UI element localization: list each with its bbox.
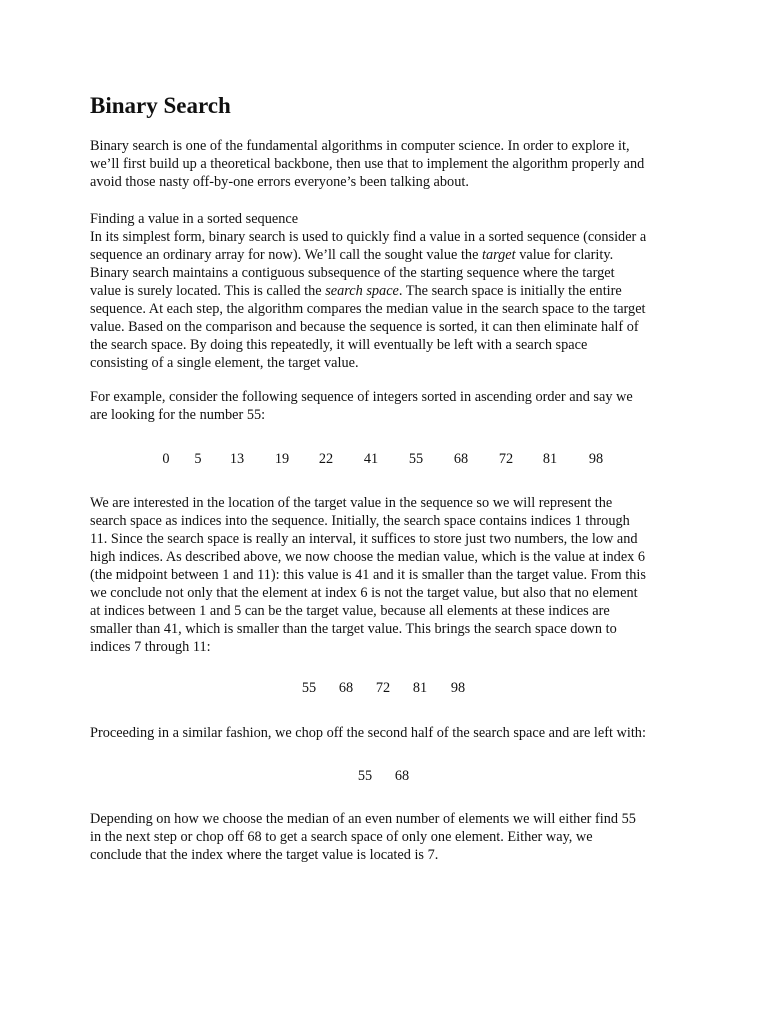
explanation-line: (the midpoint between 1 and 11): this value is 41 and it is smaller than the target value. From this (90, 567, 646, 583)
section-line: In its simplest form, binary search is used to quickly find a value in a sorted sequence (consider a (90, 229, 647, 245)
sequence-value: 22 (318, 451, 334, 467)
sequence-full (0, 450, 768, 468)
intro-paragraph (90, 137, 690, 191)
conclusion-line: Depending on how we choose the median of an even number of elements we will either find 55 (90, 811, 636, 827)
section-line: value. Based on the comparison and because the sequence is sorted, it can then eliminate half of (90, 319, 639, 335)
explanation-line: indices 7 through 11: (90, 639, 211, 655)
section-text: value is surely located. This is called the (90, 283, 326, 299)
target-term: target (482, 247, 516, 263)
explanation-line: at indices between 1 and 5 can be the target value, because all elements at these indices are (90, 603, 610, 619)
intro-line: avoid those nasty off-by-one errors everyone’s been talking about. (90, 174, 469, 190)
section-line: consisting of a single element, the target value. (90, 355, 359, 371)
intro-line: Binary search is one of the fundamental algorithms in computer science. In order to explore it, (90, 138, 630, 154)
example-paragraph (90, 388, 690, 424)
search-space-term: search space (325, 283, 399, 299)
conclusion-paragraph (90, 810, 690, 864)
sequence-value: 13 (229, 451, 245, 467)
sequence-second (0, 679, 768, 697)
section-text: value for clarity. (515, 247, 614, 263)
sequence-value: 81 (412, 680, 428, 696)
sequence-value: 19 (274, 451, 290, 467)
section-text: . The search space is initially the entire (398, 283, 622, 299)
proceeding-paragraph (90, 724, 690, 742)
sequence-value: 41 (363, 451, 379, 467)
sequence-value: 72 (498, 451, 514, 467)
sequence-value: 55 (357, 768, 373, 784)
conclusion-line: conclude that the index where the target value is located is 7. (90, 847, 439, 863)
example-line: are looking for the number 55: (90, 407, 266, 423)
proceeding-line: Proceeding in a similar fashion, we chop off the second half of the search space and are left with: (90, 725, 646, 741)
explanation-line: We are interested in the location of the target value in the sequence so we will represent the (90, 495, 613, 511)
explanation-line: we conclude not only that the element at index 6 is not the target value, but also that no element (90, 585, 638, 601)
section-line: sequence. At each step, the algorithm compares the median value in the search space to the target (90, 301, 646, 317)
intro-line: we’ll first build up a theoretical backbone, then use that to implement the algorithm properly and (90, 156, 645, 172)
section-line: the search space. By doing this repeatedly, it will eventually be left with a search space (90, 337, 588, 353)
sequence-value: 55 (408, 451, 424, 467)
page-title: Binary Search (90, 93, 231, 118)
section-line (90, 282, 690, 300)
explanation-line: smaller than 41, which is smaller than the target value. This brings the search space down to (90, 621, 617, 637)
sequence-value: 68 (394, 768, 410, 784)
explanation-line: search space as indices into the sequence. Initially, the search space contains indices 1 through (90, 513, 630, 529)
explanation-line: high indices. As described above, we now choose the median value, which is the value at index 6 (90, 549, 646, 565)
sequence-value: 55 (301, 680, 317, 696)
sequence-value: 5 (194, 451, 202, 467)
section-line (90, 246, 690, 264)
sequence-value: 72 (375, 680, 391, 696)
section-text: sequence an ordinary array for now). We’ll call the sought value the (90, 247, 482, 263)
sequence-value: 98 (588, 451, 604, 467)
conclusion-line: in the next step or chop off 68 to get a search space of only one element. Either way, we (90, 829, 593, 845)
sequence-value: 98 (450, 680, 466, 696)
section-line: Binary search maintains a contiguous subsequence of the starting sequence where the target (90, 265, 615, 281)
example-line: For example, consider the following sequence of integers sorted in ascending order and say we (90, 389, 633, 405)
sequence-value: 68 (453, 451, 469, 467)
sequence-value: 81 (542, 451, 558, 467)
section-paragraph (90, 210, 690, 372)
explanation-paragraph (90, 494, 690, 656)
explanation-line: 11. Since the search space is really an interval, it suffices to store just two numbers, the low and (90, 531, 638, 547)
sequence-value: 0 (162, 451, 170, 467)
sequence-value: 68 (338, 680, 354, 696)
section-heading: Finding a value in a sorted sequence (90, 211, 299, 227)
sequence-third (0, 767, 768, 785)
